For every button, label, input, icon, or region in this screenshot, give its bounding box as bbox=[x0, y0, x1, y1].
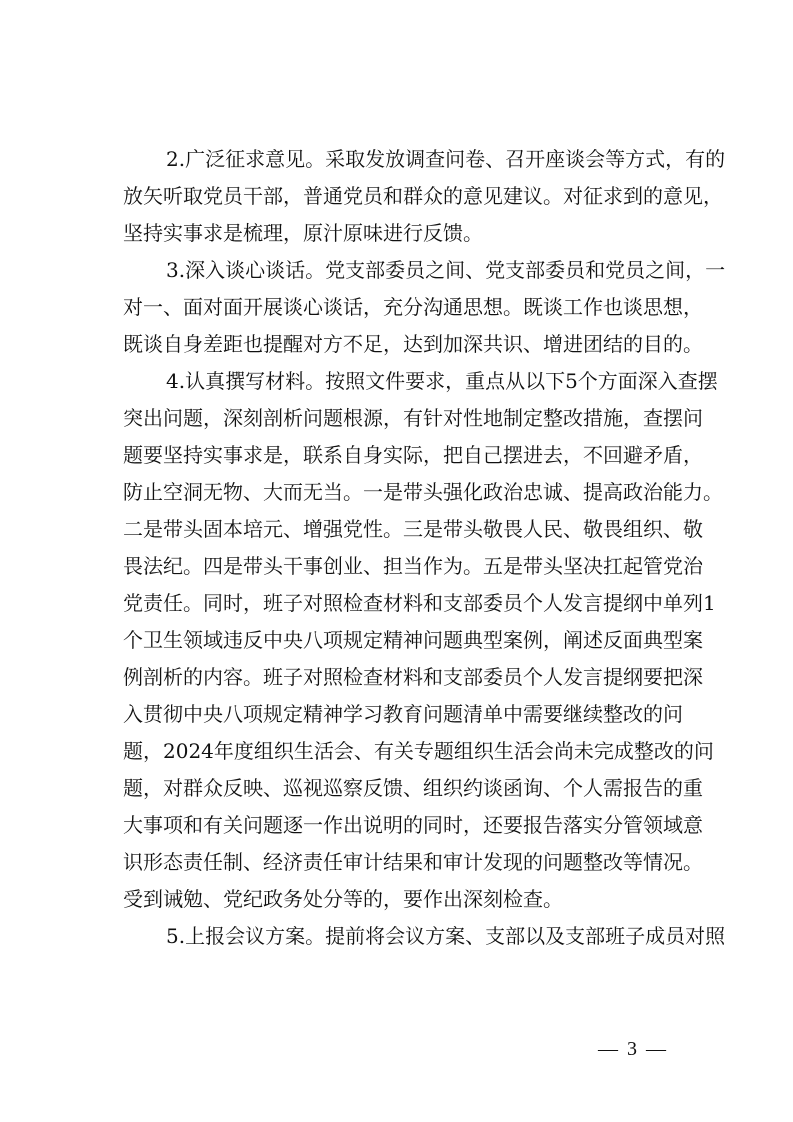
text-line: 畏法纪。四是带头干事创业、担当作为。五是带头坚决扛起管党治 bbox=[123, 554, 703, 578]
text-line: 题，2024年度组织生活会、有关专题组织生活会尚未完成整改的问 bbox=[123, 739, 714, 763]
text-line: 对一、面对面开展谈心谈话，充分沟通思想。既谈工作也谈思想， bbox=[123, 295, 703, 319]
text-line: 坚持实事求是梳理，原汁原味进行反馈。 bbox=[123, 221, 483, 245]
text-line: 大事项和有关问题逐一作出说明的同时，还要报告落实分管领域意 bbox=[123, 813, 703, 837]
text-line: 4.认真撰写材料。按照文件要求，重点从以下5个方面深入查摆 bbox=[166, 369, 718, 393]
text-line: 个卫生领域违反中央八项规定精神问题典型案例，阐述反面典型案 bbox=[123, 628, 703, 652]
paragraph bbox=[123, 252, 726, 363]
text-line: 防止空洞无物、大而无当。一是带头强化政治忠诚、提高政治能力。 bbox=[123, 480, 723, 504]
paragraph bbox=[123, 141, 726, 252]
text-line: 3.深入谈心谈话。党支部委员之间、党支部委员和党员之间，一 bbox=[166, 258, 726, 282]
page-number: — 3 — bbox=[598, 1038, 668, 1060]
text-line: 既谈自身差距也提醒对方不足，达到加深共识、增进团结的目的。 bbox=[123, 332, 703, 356]
paragraph bbox=[123, 363, 723, 918]
text-line: 5.上报会议方案。提前将会议方案、支部以及支部班子成员对照 bbox=[166, 924, 726, 948]
text-line: 识形态责任制、经济责任审计结果和审计发现的问题整改等情况。 bbox=[123, 850, 703, 874]
text-line: 题，对群众反映、巡视巡察反馈、组织约谈函询、个人需报告的重 bbox=[123, 776, 703, 800]
text-line: 二是带头固本培元、增强党性。三是带头敬畏人民、敬畏组织、敬 bbox=[123, 517, 703, 541]
document-body bbox=[123, 141, 726, 955]
text-line: 2.广泛征求意见。采取发放调查问卷、召开座谈会等方式，有的 bbox=[166, 147, 726, 171]
text-line: 题要坚持实事求是，联系自身实际，把自己摆进去，不回避矛盾， bbox=[123, 443, 703, 467]
text-line: 入贯彻中央八项规定精神学习教育问题清单中需要继续整改的问 bbox=[123, 702, 683, 726]
text-line: 放矢听取党员干部，普通党员和群众的意见建议。对征求到的意见， bbox=[123, 184, 723, 208]
text-line: 党责任。同时，班子对照检查材料和支部委员个人发言提纲中单列1 bbox=[123, 591, 716, 615]
paragraph bbox=[123, 918, 726, 955]
text-line: 突出问题，深刻剖析问题根源，有针对性地制定整改措施，查摆问 bbox=[123, 406, 703, 430]
text-line: 例剖析的内容。班子对照检查材料和支部委员个人发言提纲要把深 bbox=[123, 665, 703, 689]
text-line: 受到诫勉、党纪政务处分等的，要作出深刻检查。 bbox=[123, 887, 563, 911]
